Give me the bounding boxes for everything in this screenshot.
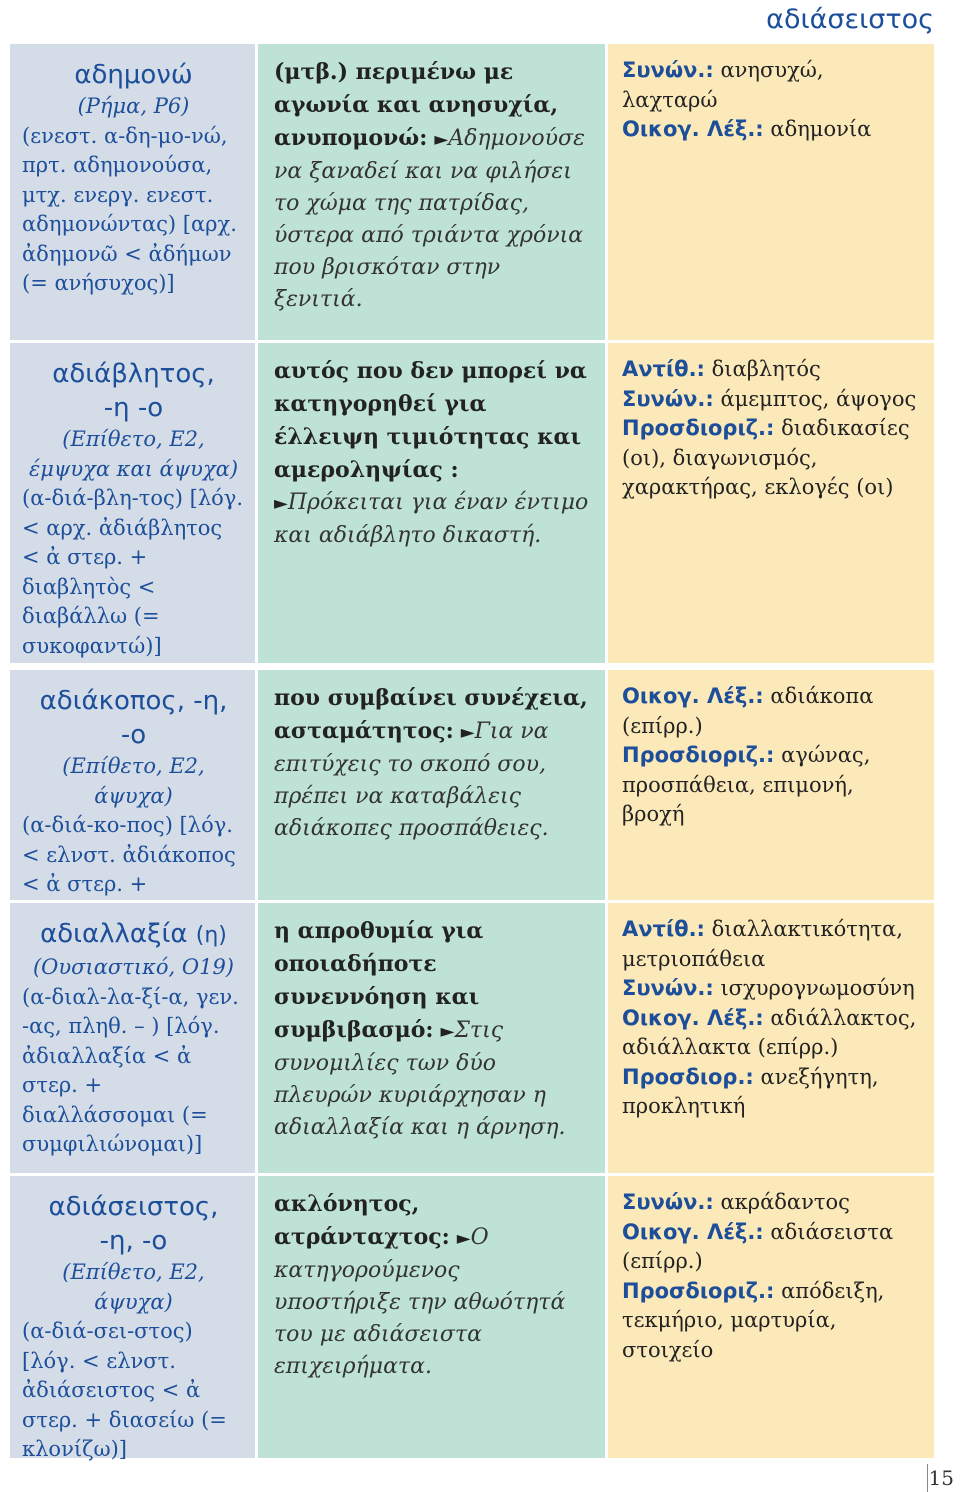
relation-text: απόδειξη, τεκμήριο, μαρτυρία, στοιχείο	[622, 1278, 885, 1362]
relation-line	[622, 682, 920, 741]
relation-text: διαδικασίες (οι), διαγωνισμός, χαρακτήρας, εκλογές (οι)	[622, 416, 910, 499]
grammar-note: (α-διαλ-λα-ξί-α, γεν. -ας, πληθ. – ) [λόγ. ἀδιαλλαξία < ἀ στερ. + διαλλάσσομαι (= συμφιλιώνομαι)]	[22, 984, 239, 1156]
relation-label: Συνών.:	[622, 58, 714, 82]
relation-text: ακράδαντος	[720, 1190, 850, 1214]
relation-line	[622, 1188, 920, 1218]
relation-text: αγώνας, προσπάθεια, επιμονή, βροχή	[622, 743, 871, 826]
relation-line	[622, 385, 920, 415]
relation-line	[622, 1063, 920, 1122]
headword-article: (η)	[195, 923, 227, 948]
headword: αδιάβλητος,	[52, 359, 215, 389]
relation-line	[622, 56, 920, 115]
definition-cell	[258, 44, 608, 340]
headword-cell	[10, 903, 258, 1173]
headword: αδιάσειστος,	[48, 1192, 219, 1222]
relations-cell	[608, 670, 934, 900]
relation-text: αδιάλλακτος, αδιάλλακτα (επίρρ.)	[622, 1005, 917, 1059]
headword-cell	[10, 1176, 258, 1461]
relation-line	[622, 1277, 920, 1366]
grammar-note: (α-διά-κο-πος) [λόγ. < ελνστ. ἀδιάκοπος < ἀ στερ. +	[22, 813, 236, 896]
relation-line	[622, 741, 920, 830]
relation-line	[622, 355, 920, 385]
example: Αδημονούσε να ξαναδεί και να φιλήσει το χώμα της πατρίδας, ύστερα από τριάντα χρόνια που βρισκόταν στην ξενιτιά.	[274, 126, 585, 312]
relation-text: αδημονία	[770, 117, 872, 141]
relation-text: άμεμπτος, άψογος	[720, 386, 917, 411]
headword-cell	[10, 670, 258, 900]
relation-label: Προσδιορ.:	[622, 1064, 754, 1089]
headword-text: αδιαλλαξία	[40, 919, 188, 949]
relation-line	[622, 974, 920, 1004]
relation-label: Συνών.:	[622, 976, 714, 1000]
definition: (μτβ.) περιμένω με αγωνία και ανησυχία, ανυπομονώ:	[274, 59, 559, 151]
word-category: (Επίθετο, Ε2, άψυχα)	[62, 1260, 205, 1314]
relation-label: Οικογ. Λέξ.:	[622, 1005, 764, 1030]
relation-text: ανεξήγητη, προκλητική	[622, 1064, 879, 1118]
example: Για να επιτύχεις το σκοπό σου, πρέπει να καταβάλεις αδιάκοπες προσπάθειες.	[274, 719, 549, 841]
headword: αδημονώ	[74, 60, 193, 90]
grammar-note: (α-διά-βλη-τος) [λόγ. < αρχ. ἀδιάβλητος < ἀ στερ. + διαβλητὸς < διαβάλλω (= συκοφαντώ)]	[22, 486, 244, 658]
running-head: αδιάσειστος	[766, 4, 934, 35]
definition-cell	[258, 670, 608, 900]
word-category: (Ουσιαστικό, Ο19)	[32, 955, 234, 979]
relation-line	[622, 1004, 920, 1063]
headword-endings: -η -ο	[103, 393, 164, 423]
relation-label: Οικογ. Λέξ.:	[622, 1219, 764, 1244]
relation-label: Αντίθ.:	[622, 357, 705, 381]
relation-text: διαβλητός	[711, 357, 821, 381]
relation-text: διαλλακτικότητα, μετριοπάθεια	[622, 917, 903, 971]
entry-row	[10, 44, 934, 343]
relation-line	[622, 115, 920, 145]
relation-label: Συνών.:	[622, 1190, 714, 1214]
relation-line	[622, 414, 920, 503]
relation-text: αδιάσειστα (επίρρ.)	[622, 1219, 894, 1273]
example: Πρόκειται για έναν έντιμο και αδιάβλητο δικαστή.	[274, 490, 589, 548]
headword-cell	[10, 343, 258, 663]
relation-text: ισχυρογνωμοσύνη	[720, 976, 915, 1000]
relation-text: ανησυχώ, λαχταρώ	[622, 58, 824, 112]
relation-label: Προσδιοριζ.:	[622, 1278, 775, 1303]
relation-text: αδιάκοπα (επίρρ.)	[622, 684, 874, 738]
example-arrow-icon: ►	[274, 493, 288, 514]
headword	[22, 917, 245, 953]
relation-line	[622, 915, 920, 974]
relations-cell	[608, 343, 934, 663]
entry-row	[10, 1176, 934, 1461]
example: Ο κατηγορούμενος υποστήριξε την αθωότητά του με αδιάσειστα επιχειρήματα.	[274, 1225, 566, 1379]
relations-cell	[608, 903, 934, 1173]
relation-label: Αντίθ.:	[622, 917, 705, 941]
page-number: 15	[928, 1466, 954, 1490]
definition: η απροθυμία για οποιαδήποτε συνεννόηση και συμβιβασμό:	[274, 918, 484, 1043]
definition-cell	[258, 343, 608, 663]
relation-label: Προσδιοριζ.:	[622, 743, 775, 767]
relations-cell	[608, 1176, 934, 1458]
entry-row	[10, 903, 934, 1176]
definition: αυτός που δεν μπορεί να κατηγορηθεί για έλλειψη τιμιότητας και αμεροληψίας :	[274, 358, 587, 483]
definition-cell	[258, 1176, 608, 1458]
entry-row	[10, 343, 934, 670]
example: Στις συνομιλίες των δύο πλευρών κυριάρχησαν η αδιαλλαξία και η άρνηση.	[274, 1018, 566, 1140]
example-arrow-icon: ►	[460, 722, 475, 743]
relation-label: Οικογ. Λέξ.:	[622, 684, 764, 708]
headword: αδιάκοπος, -η,	[39, 686, 228, 716]
word-category: (Επίθετο, Ε2, έμψυχα και άψυχα)	[28, 427, 239, 481]
grammar-note: (ενεστ. α-δη-μο-νώ, πρτ. αδημονούσα, μτχ. ενεργ. ενεστ. αδημονώντας) [αρχ. ἀδημονῶ < ἀδήμων (= ανήσυχος)]	[22, 123, 237, 295]
example-arrow-icon: ►	[434, 129, 449, 150]
relation-label: Συνών.:	[622, 386, 714, 411]
headword-endings: -ο	[120, 720, 147, 750]
relations-cell	[608, 44, 934, 340]
word-category: (Ρήμα, Ρ6)	[77, 94, 190, 118]
grammar-note: (α-διά-σει-στος) [λόγ. < ελνστ. ἀδιάσειστος < ἀ στερ. + διασείω (= κλονίζω)]	[22, 1319, 227, 1461]
headword-cell	[10, 44, 258, 340]
headword-endings: -η, -ο	[99, 1226, 168, 1256]
dictionary-table	[10, 44, 934, 1461]
entry-row	[10, 670, 934, 903]
example-arrow-icon: ►	[456, 1228, 471, 1249]
definition: που συμβαίνει συνέχεια, ασταμάτητος:	[274, 685, 588, 744]
definition: ακλόνητος, ατράνταχτος:	[274, 1191, 450, 1250]
word-category: (Επίθετο, Ε2, άψυχα)	[62, 754, 205, 808]
definition-cell	[258, 903, 608, 1173]
relation-label: Προσδιοριζ.:	[622, 416, 775, 440]
example-arrow-icon: ►	[440, 1021, 455, 1042]
relation-line	[622, 1218, 920, 1277]
relation-label: Οικογ. Λέξ.:	[622, 117, 764, 141]
